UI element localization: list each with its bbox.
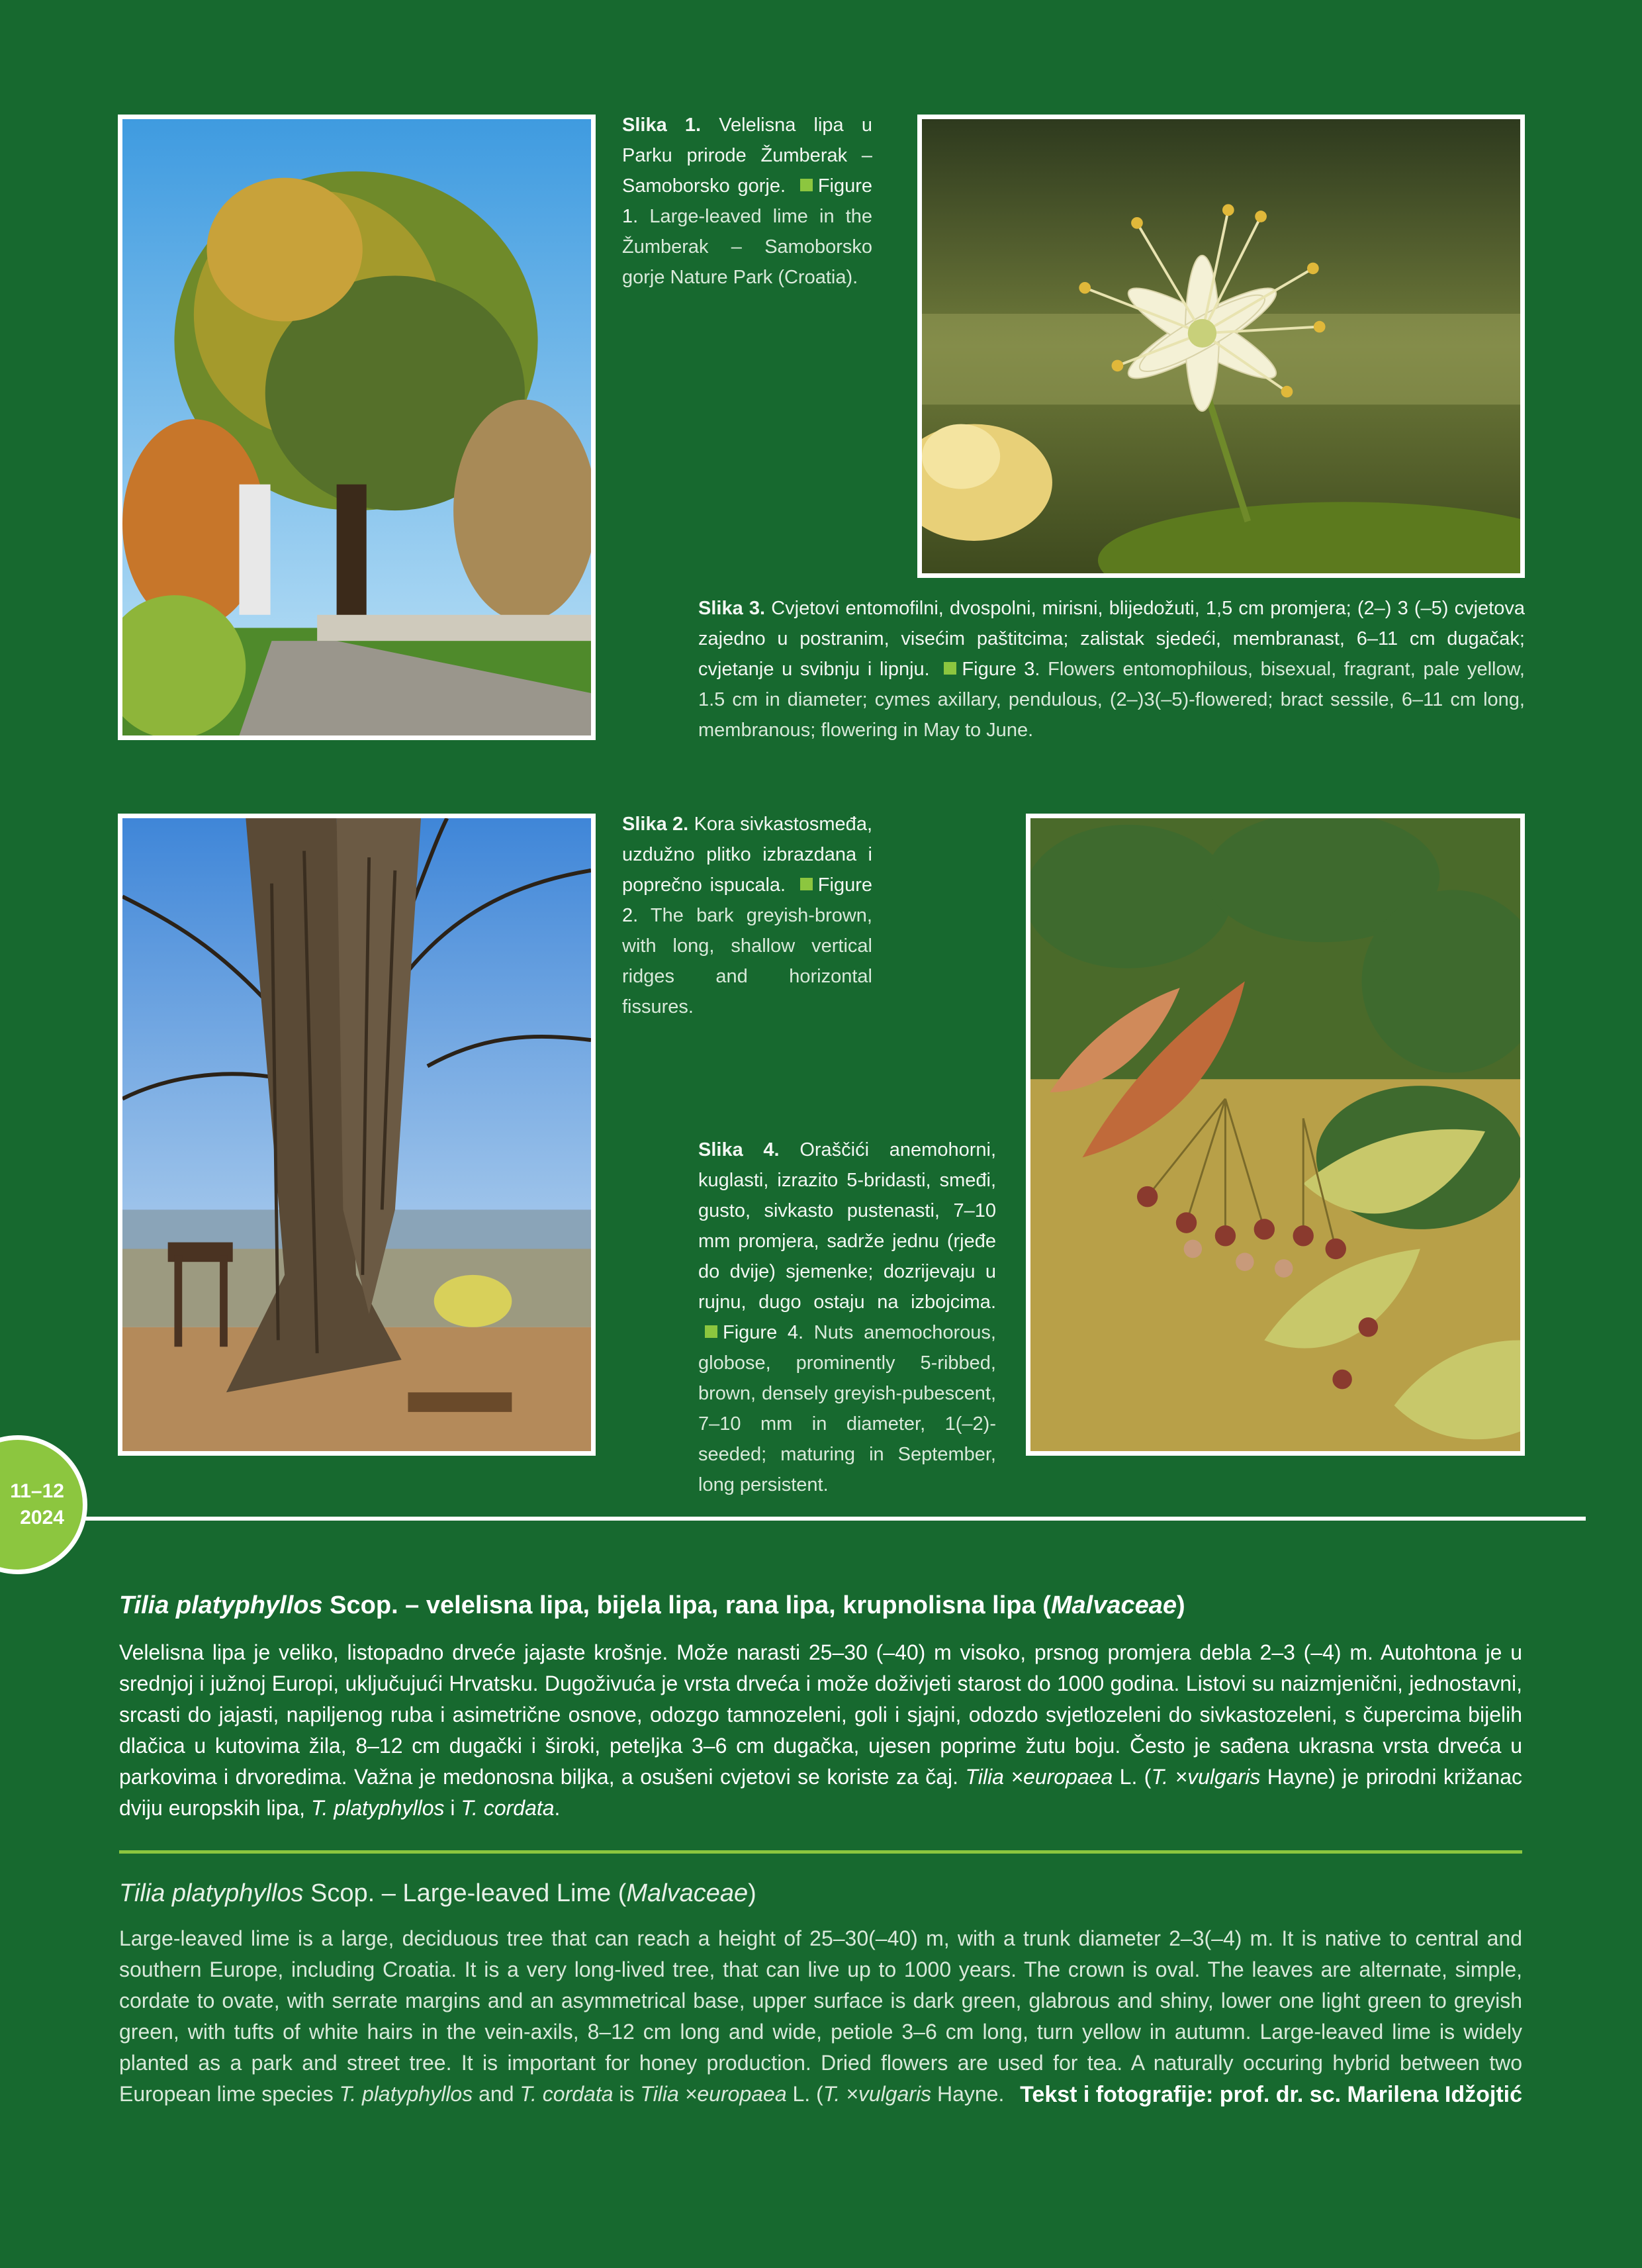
hybrid-synonym: T. ×vulgaris: [823, 2082, 932, 2106]
photo-flower: [917, 115, 1525, 578]
caption-3-hr-label: Slika 3.: [698, 598, 766, 619]
issue-number: 11–12: [10, 1480, 64, 1502]
paragraph-text: Large-leaved lime is a large, deciduous tree that can reach a height of 25–30(–40) m, with a trunk diameter 2–3(–4) m. It is native to central and southern Europe, including Croatia. It is a very long-lived tree, that can live up to 1000 years. The crown is oval. The leaves are alternate, simple, cordate to ovate, with serrate margins and an asymmetrical base, upper surface is dark green, glabrous and shiny, lower one light green to greyish green, with tufts of white hairs in the vein-axils, 8–12 cm long and wide, petiole 3–6 cm long, turn yellow in autumn. Large-leaved lime is widely planted as a park and street tree. It is important for honey production. Dried flowers are used for tea. A naturally occuring hybrid between two European lime species: [119, 1926, 1522, 2106]
caption-1-hr-text: Velelisna lipa u Parku prirode Žumberak – Samoborsko gorje.: [622, 115, 872, 197]
square-bullet-icon: [705, 1325, 717, 1338]
caption-3-en-label: Figure 3.: [962, 659, 1040, 680]
author-credit: Tekst i fotografije: prof. dr. sc. Marilena Idžojtić: [1020, 2082, 1522, 2107]
section-divider: [0, 1517, 1586, 1521]
caption-2-en-text: The bark greyish-brown, with long, shallow vertical ridges and horizontal fissures.: [622, 905, 872, 1017]
species-ref-2: T. cordata: [520, 2082, 614, 2106]
caption-figure-3: [698, 593, 1525, 745]
species-ref-1: T. platyphyllos: [339, 2082, 473, 2106]
heading-close: ): [1177, 1591, 1185, 1619]
heading-text: Scop. – Large-leaved Lime (: [303, 1879, 627, 1907]
species-name: Tilia platyphyllos: [119, 1591, 323, 1619]
heading-text: Scop. – velelisna lipa, bijela lipa, rana lipa, krupnolisna lipa (: [322, 1591, 1051, 1619]
caption-3-en-text: Flowers entomophilous, bisexual, fragrant, pale yellow, 1.5 cm in diameter; cymes axillary, pendulous, (2–)3(–5)-flowered; bract sessile, 6–11 cm long, membranous; flowering in May to June.: [698, 659, 1525, 741]
photo-tree: [118, 115, 596, 740]
paragraph-end: Hayne.: [931, 2082, 1005, 2106]
heading-english: [119, 1877, 1522, 1910]
square-bullet-icon: [944, 662, 956, 675]
hybrid-name: Tilia ×europaea: [965, 1765, 1113, 1789]
caption-figure-4: [698, 1135, 996, 1500]
caption-4-hr-label: Slika 4.: [698, 1139, 780, 1160]
caption-3-hr-text: Cvjetovi entomofilni, dvospolni, mirisni, blijedožuti, 1,5 cm promjera; (2–) 3 (–5) cvjetova zajedno u postranim, visećim paštitcima; zalistak sjedeći, membranast, 6–11 cm dugačak; cvjetanje u svibnju i lipnju.: [698, 598, 1525, 680]
paragraph-end: .: [554, 1796, 561, 1820]
language-separator: [119, 1850, 1522, 1854]
species-name: Tilia platyphyllos: [119, 1879, 304, 1907]
hybrid-author: L. (: [1113, 1765, 1152, 1789]
heading-close: ): [748, 1879, 756, 1907]
species-ref-1: T. platyphyllos: [310, 1796, 445, 1820]
caption-2-hr-label: Slika 2.: [622, 814, 689, 835]
square-bullet-icon: [800, 179, 813, 191]
caption-2-hr-text: Kora sivkastosmeđa, uzdužno plitko izbrazdana i poprečno ispucala.: [622, 814, 872, 896]
caption-4-en-label: Figure 4.: [723, 1322, 804, 1343]
caption-1-en-label: Figure 1.: [622, 175, 873, 227]
caption-4-en-text: Nuts anemochorous, globose, prominently 5-ribbed, brown, densely greyish-pubescent, 7–10 mm in diameter, 1(–2)-seeded; maturing in September, long persistent.: [698, 1322, 996, 1495]
caption-4-hr-text: Oraščići anemohorni, kuglasti, izrazito 5-bridasti, smeđi, gusto, sivkasto pustenasti, 7–10 mm promjera, sadrže jednu (rjeđe do dvije) sjemenke; dozrijevaju u rujnu, dugo ostaju na izbojcima.: [698, 1139, 996, 1313]
caption-figure-1: [622, 110, 872, 293]
issue-badge: [0, 1435, 87, 1574]
family-name: Malvaceae: [626, 1879, 749, 1907]
square-bullet-icon: [800, 878, 813, 890]
caption-1-hr-label: Slika 1.: [622, 115, 702, 136]
paragraph-croatian: [119, 1637, 1522, 1824]
caption-2-en-label: Figure 2.: [622, 874, 872, 926]
conjunction: and: [473, 2082, 520, 2106]
hybrid-name: Tilia ×europaea: [640, 2082, 787, 2106]
photo-nuts: [1026, 814, 1525, 1456]
family-name: Malvaceae: [1050, 1591, 1177, 1619]
paragraph-text: Velelisna lipa je veliko, listopadno drveće jajaste krošnje. Može narasti 25–30 (–40) m visoko, prsnog promjera debla 2–3 (–4) m. Autohtona je u srednjoj i južnoj Europi, uključujući Hrvatsku. Dugoživuća je vrsta drveća i može doživjeti starost do 1000 godina. Listovi su naizmjenični, jednostavni, srcasti do jajasti, napiljenog ruba i asimetrične osnove, odozgo tamnozeleni, goli i sjajni, odozdo svjetlozeleni do sivkastozeleni, s čupercima bijelih dlačica u kutovima žila, 8–12 cm dugački i široki, peteljka 3–6 cm dugačka, ujesen poprime žutu boju. Često je sađena ukrasna vrsta drveća u parkovima i drvoredima. Važna je medonosna biljka, a osušeni cvjetovi se koriste za čaj.: [119, 1640, 1522, 1789]
heading-croatian: [119, 1589, 1522, 1622]
conjunction: i: [444, 1796, 461, 1820]
verb-is: is: [613, 2082, 641, 2106]
hybrid-author: L. (: [786, 2082, 823, 2106]
hybrid-synonym: T. ×vulgaris: [1151, 1765, 1261, 1789]
caption-figure-2: [622, 809, 872, 1022]
photo-bark: [118, 814, 596, 1456]
issue-year: 2024: [20, 1507, 64, 1529]
paragraph-text-2: Hayne) je prirodni križanac dviju europskih lipa,: [119, 1765, 1523, 1820]
species-ref-2: T. cordata: [461, 1796, 555, 1820]
caption-1-en-text: Large-leaved lime in the Žumberak – Samoborsko gorje Nature Park (Croatia).: [622, 206, 873, 288]
